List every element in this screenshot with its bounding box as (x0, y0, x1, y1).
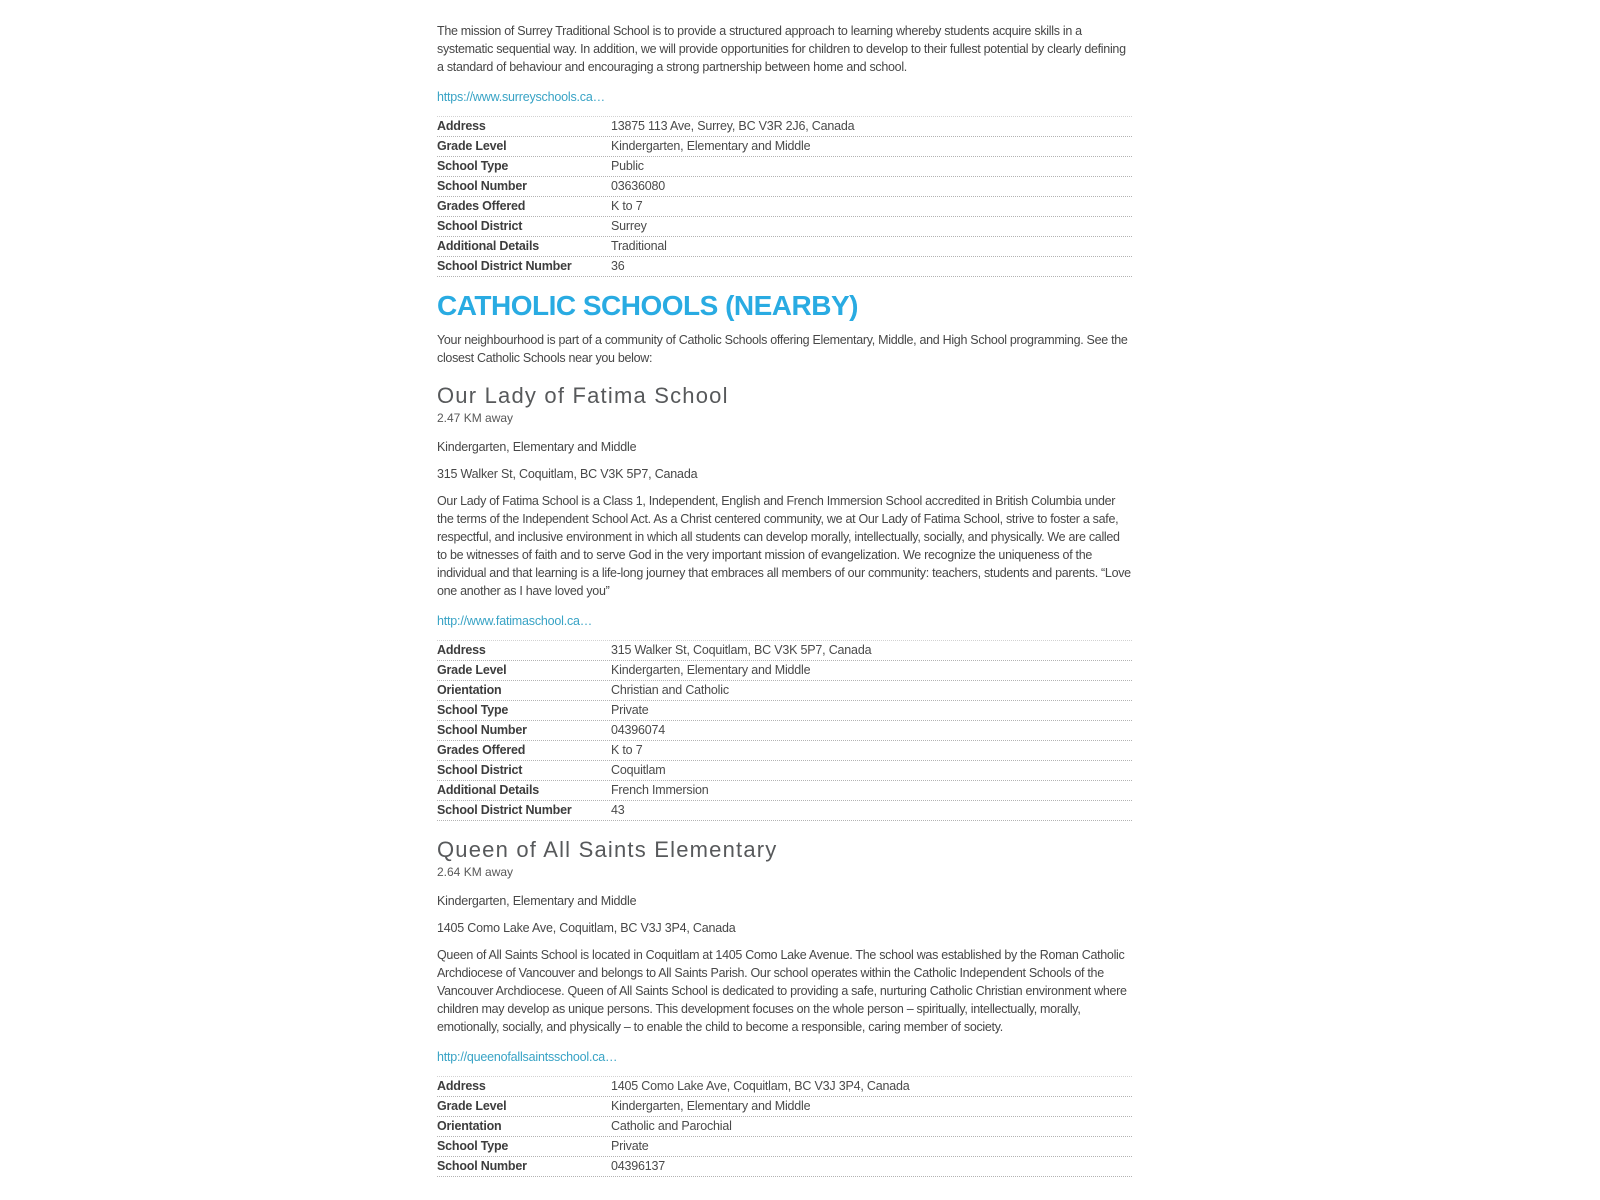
section-surrey-traditional-school (437, 22, 1132, 277)
queen-school-name: Queen of All Saints Elementary (437, 837, 778, 862)
detail-label: School Number (437, 723, 527, 737)
table-row (437, 137, 1132, 157)
detail-label: School District (437, 219, 523, 233)
table-row (437, 741, 1132, 761)
catholic-schools-heading: CATHOLIC SCHOOLS (NEARBY) (437, 290, 858, 321)
detail-value: 36 (611, 259, 625, 273)
table-row (437, 701, 1132, 721)
table-row (437, 217, 1132, 237)
detail-label: School Number (437, 179, 527, 193)
detail-label: School Type (437, 703, 509, 717)
detail-value: 13875 113 Ave, Surrey, BC V3R 2J6, Canada (611, 119, 855, 133)
detail-label: Grade Level (437, 139, 507, 153)
table-row (437, 1097, 1132, 1117)
fatima-grade-level: Kindergarten, Elementary and Middle (437, 440, 637, 454)
table-row (437, 1137, 1132, 1157)
detail-value: Kindergarten, Elementary and Middle (611, 139, 811, 153)
detail-label: Grade Level (437, 663, 507, 677)
detail-value: Kindergarten, Elementary and Middle (611, 1099, 811, 1113)
detail-value: Catholic and Parochial (611, 1119, 732, 1133)
detail-label: Grades Offered (437, 199, 526, 213)
table-row (437, 781, 1132, 801)
detail-value: Coquitlam (611, 763, 666, 777)
table-row (437, 197, 1132, 217)
queen-address-line: 1405 Como Lake Ave, Coquitlam, BC V3J 3P4, Canada (437, 921, 736, 935)
detail-value: Private (611, 1139, 649, 1153)
queen-grade-level: Kindergarten, Elementary and Middle (437, 894, 637, 908)
table-row (437, 641, 1132, 661)
detail-value: 04396074 (611, 723, 666, 737)
table-row (437, 1077, 1132, 1097)
queen-details-table (437, 1076, 1132, 1177)
detail-value: 03636080 (611, 179, 666, 193)
fatima-address-line: 315 Walker St, Coquitlam, BC V3K 5P7, Canada (437, 467, 698, 481)
detail-value: French Immersion (611, 783, 709, 797)
section-our-lady-of-fatima-school (437, 384, 1132, 821)
detail-label: Address (437, 1079, 486, 1093)
detail-value: Christian and Catholic (611, 683, 729, 697)
detail-label: Address (437, 643, 486, 657)
detail-value: Public (611, 159, 644, 173)
detail-value: K to 7 (611, 743, 643, 757)
detail-label: Orientation (437, 1119, 502, 1133)
queen-description: Queen of All Saints School is located in Coquitlam at 1405 Como Lake Avenue. The school was established by the Roman Catholic Archdiocese of Vancouver and belongs to All Saints Parish. Our school operates within the Catholic Independent Schools of the Vancouver Archdiocese. Queen of All Saints School is dedicated to providing a safe, nurturing Catholic Christian environment where children may develop as unique persons. This development focuses on the whole person – spiritually, intellectually, morally, emotionally, socially, and physically – to enable the child to become a responsible, caring member of society. (437, 948, 1127, 1034)
table-row (437, 681, 1132, 701)
detail-label: Additional Details (437, 783, 539, 797)
fatima-details-table (437, 640, 1132, 821)
detail-value: K to 7 (611, 199, 643, 213)
surrey-website-link[interactable]: https://www.surreyschools.ca… (437, 90, 605, 104)
detail-label: Grades Offered (437, 743, 526, 757)
fatima-website-link[interactable]: http://www.fatimaschool.ca… (437, 614, 593, 628)
detail-label: School District Number (437, 259, 572, 273)
fatima-distance: 2.47 KM away (437, 411, 514, 425)
section-catholic-schools-nearby (437, 291, 1132, 367)
detail-label: Orientation (437, 683, 502, 697)
detail-value: 04396137 (611, 1159, 666, 1173)
fatima-school-name: Our Lady of Fatima School (437, 383, 729, 408)
detail-value: Traditional (611, 239, 667, 253)
table-row (437, 761, 1132, 781)
detail-value: 315 Walker St, Coquitlam, BC V3K 5P7, Canada (611, 643, 872, 657)
table-row (437, 801, 1132, 821)
section-queen-of-all-saints-elementary (437, 838, 1132, 1177)
detail-value: Surrey (611, 219, 647, 233)
table-row (437, 177, 1132, 197)
fatima-description: Our Lady of Fatima School is a Class 1, Independent, English and French Immersion School accredited in British Columbia under the terms of the Independent School Act. As a Christ centered community, we at Our Lady of Fatima School, strive to foster a safe, respectful, and inclusive environment in which all students can develop morally, intellectually, socially, and physically. We are called to be witnesses of faith and to serve God in the very important mission of evangelization. We recognize the uniqueness of the individual and that learning is a life-long journey that embraces all members of our community: teachers, students and parents. “Love one another as I have loved you” (437, 494, 1131, 598)
queen-distance: 2.64 KM away (437, 865, 514, 879)
table-row (437, 257, 1132, 277)
table-row (437, 157, 1132, 177)
catholic-schools-intro: Your neighbourhood is part of a community of Catholic Schools offering Elementary, Middle, and High School programming. See the closest Catholic Schools near you below: (437, 333, 1128, 365)
detail-value: Private (611, 703, 649, 717)
table-row (437, 721, 1132, 741)
detail-label: School District Number (437, 803, 572, 817)
detail-label: School Type (437, 159, 509, 173)
surrey-mission-paragraph: The mission of Surrey Traditional School is to provide a structured approach to learning whereby students acquire skills in a systematic sequential way. In addition, we will provide opportunities for children to develop to their fullest potential by clearly defining a standard of behaviour and encouraging a strong partnership between home and school. (437, 24, 1126, 74)
table-row (437, 661, 1132, 681)
detail-value: 43 (611, 803, 625, 817)
detail-label: Grade Level (437, 1099, 507, 1113)
detail-label: Additional Details (437, 239, 539, 253)
report-content (437, 22, 1132, 1181)
detail-label: School District (437, 763, 523, 777)
queen-website-link[interactable]: http://queenofallsaintsschool.ca… (437, 1050, 618, 1064)
detail-value: 1405 Como Lake Ave, Coquitlam, BC V3J 3P4, Canada (611, 1079, 910, 1093)
detail-value: Kindergarten, Elementary and Middle (611, 663, 811, 677)
table-row (437, 1117, 1132, 1137)
detail-label: School Number (437, 1159, 527, 1173)
table-row (437, 117, 1132, 137)
detail-label: Address (437, 119, 486, 133)
surrey-details-table (437, 116, 1132, 277)
table-row (437, 237, 1132, 257)
table-row (437, 1157, 1132, 1177)
detail-label: School Type (437, 1139, 509, 1153)
